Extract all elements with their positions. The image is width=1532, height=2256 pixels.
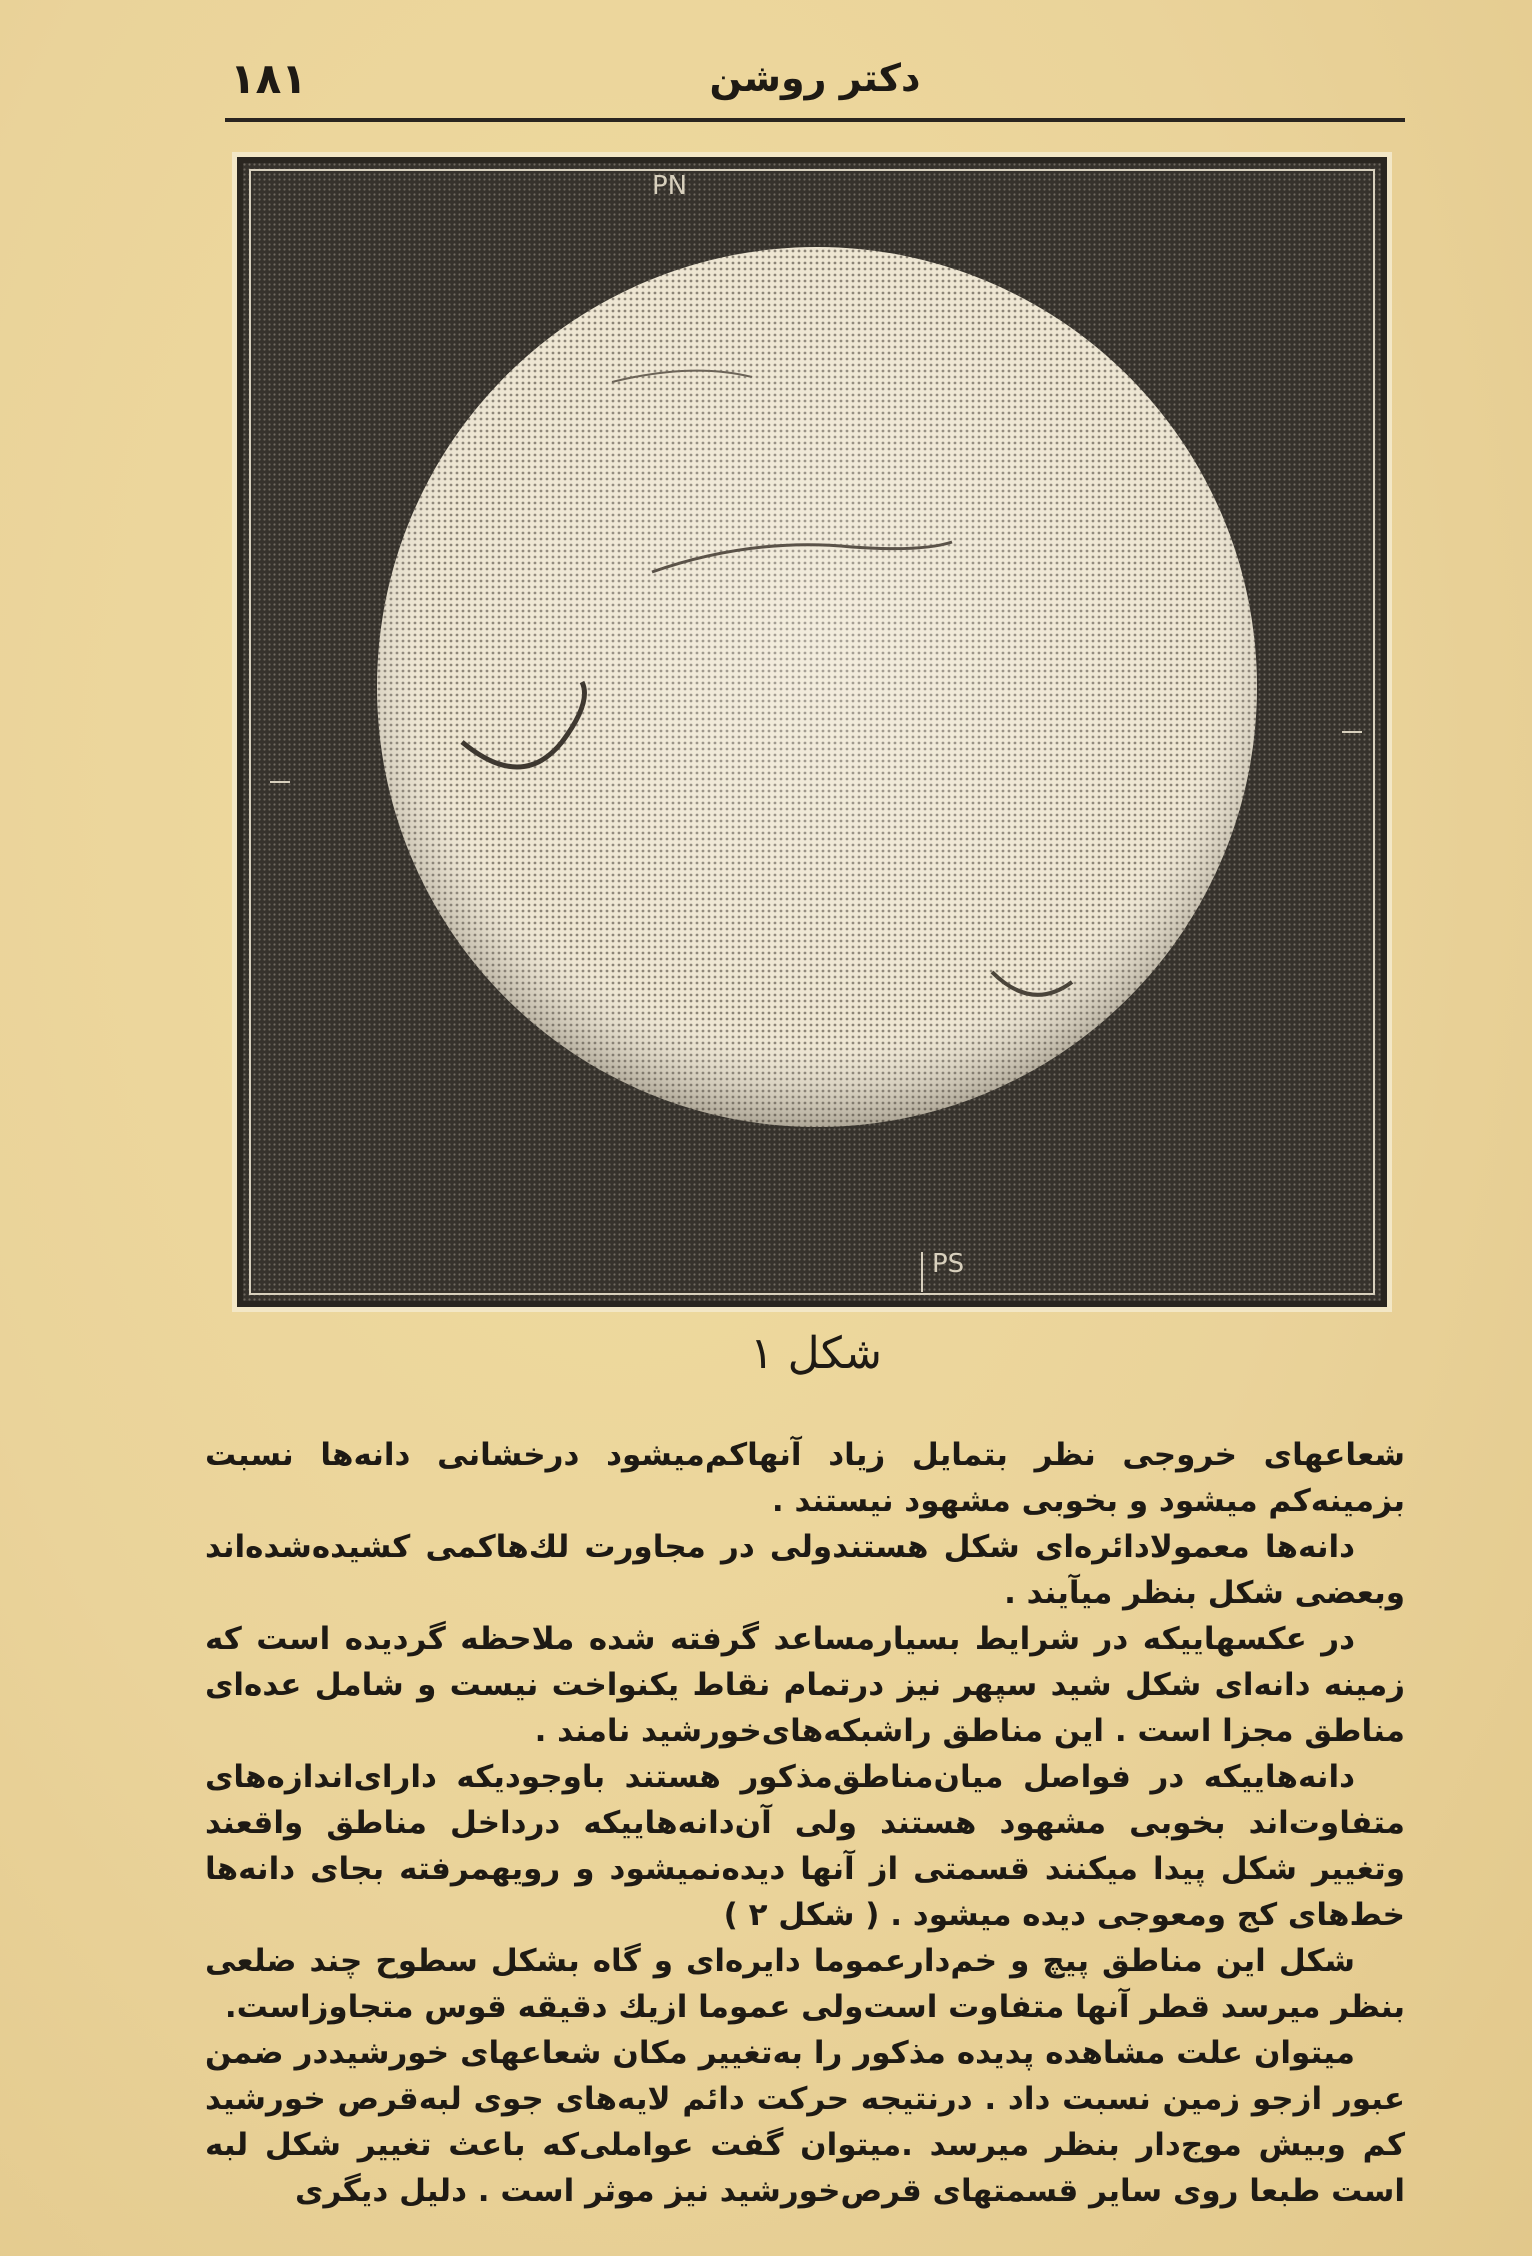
page-header: [230, 52, 1400, 112]
paragraph: دانه‌ها معمولادائره‌ای شکل هستندولی در مجاورت لك‌هاکمی کشیده‌شده‌اند وبعضی شکل بنظر میآیند .: [205, 1529, 1405, 1611]
paragraph: شکل این مناطق پیچ و خم‌دارعموما دایره‌ای و گاه بشکل سطوح چند ضلعی بنظر میرسد قطر آنها متفاوت است‌ولی عموما ازیك دقیقه قوس متجاوزاست.: [205, 1943, 1405, 2025]
sun-photograph: [232, 152, 1392, 1312]
ps-label: PS: [932, 1249, 965, 1279]
pn-label: PN: [652, 171, 688, 201]
body-text: [205, 1432, 1405, 2214]
running-head: دکتر روشن: [709, 56, 921, 100]
paragraph: شعاعهای خروجی نظر بتمایل زیاد آنهاکم‌میشود درخشانی دانه‌ها نسبت بزمینه‌کم میشود و بخوبی مشهود نیستند .: [205, 1437, 1405, 1519]
figure-caption: شکل ۱: [749, 1328, 883, 1379]
page-number: ۱۸۱: [230, 54, 307, 103]
paragraph: دانه‌هاییکه در فواصل میان‌مناطق‌مذکور هستند باوجودیکه دارای‌اندازه‌های متفاوت‌اند بخوبی مشهود هستند ولی آن‌دانه‌هاییکه درداخل مناطق واقعند وتغییر شکل پیدا میکنند قسمتی از آنها دیده‌نمیشود و رویهمرفته بجای دانه‌ها خط‌های کج ومعوجی دیده میشود . ( شکل ۲ ): [205, 1759, 1405, 1933]
header-rule: [225, 118, 1405, 122]
paragraph: میتوان علت مشاهده پدیده مذکور را به‌تغییر مکان شعاعهای خورشیددر ضمن عبور ازجو زمین نسبت داد . درنتیجه حرکت دائم لایه‌های جوی لبه‌قرص خورشید کم وبیش موج‌دار بنظر میرسد .میتوان گفت عواملی‌که باعث تغییر شکل لبه است طبعا روی سایر قسمتهای قرص‌خورشید نیز موثر است . دلیل دیگری: [205, 2035, 1405, 2209]
paragraph: در عکسهاییکه در شرایط بسیارمساعد گرفته شده ملاحظه گردیده است که زمینه دانه‌ای شکل شید سپهر نیز درتمام نقاط یکنواخت نیست و شامل عده‌ای مناطق مجزا است . این مناطق راشبکه‌های‌خورشید نامند .: [205, 1621, 1405, 1749]
